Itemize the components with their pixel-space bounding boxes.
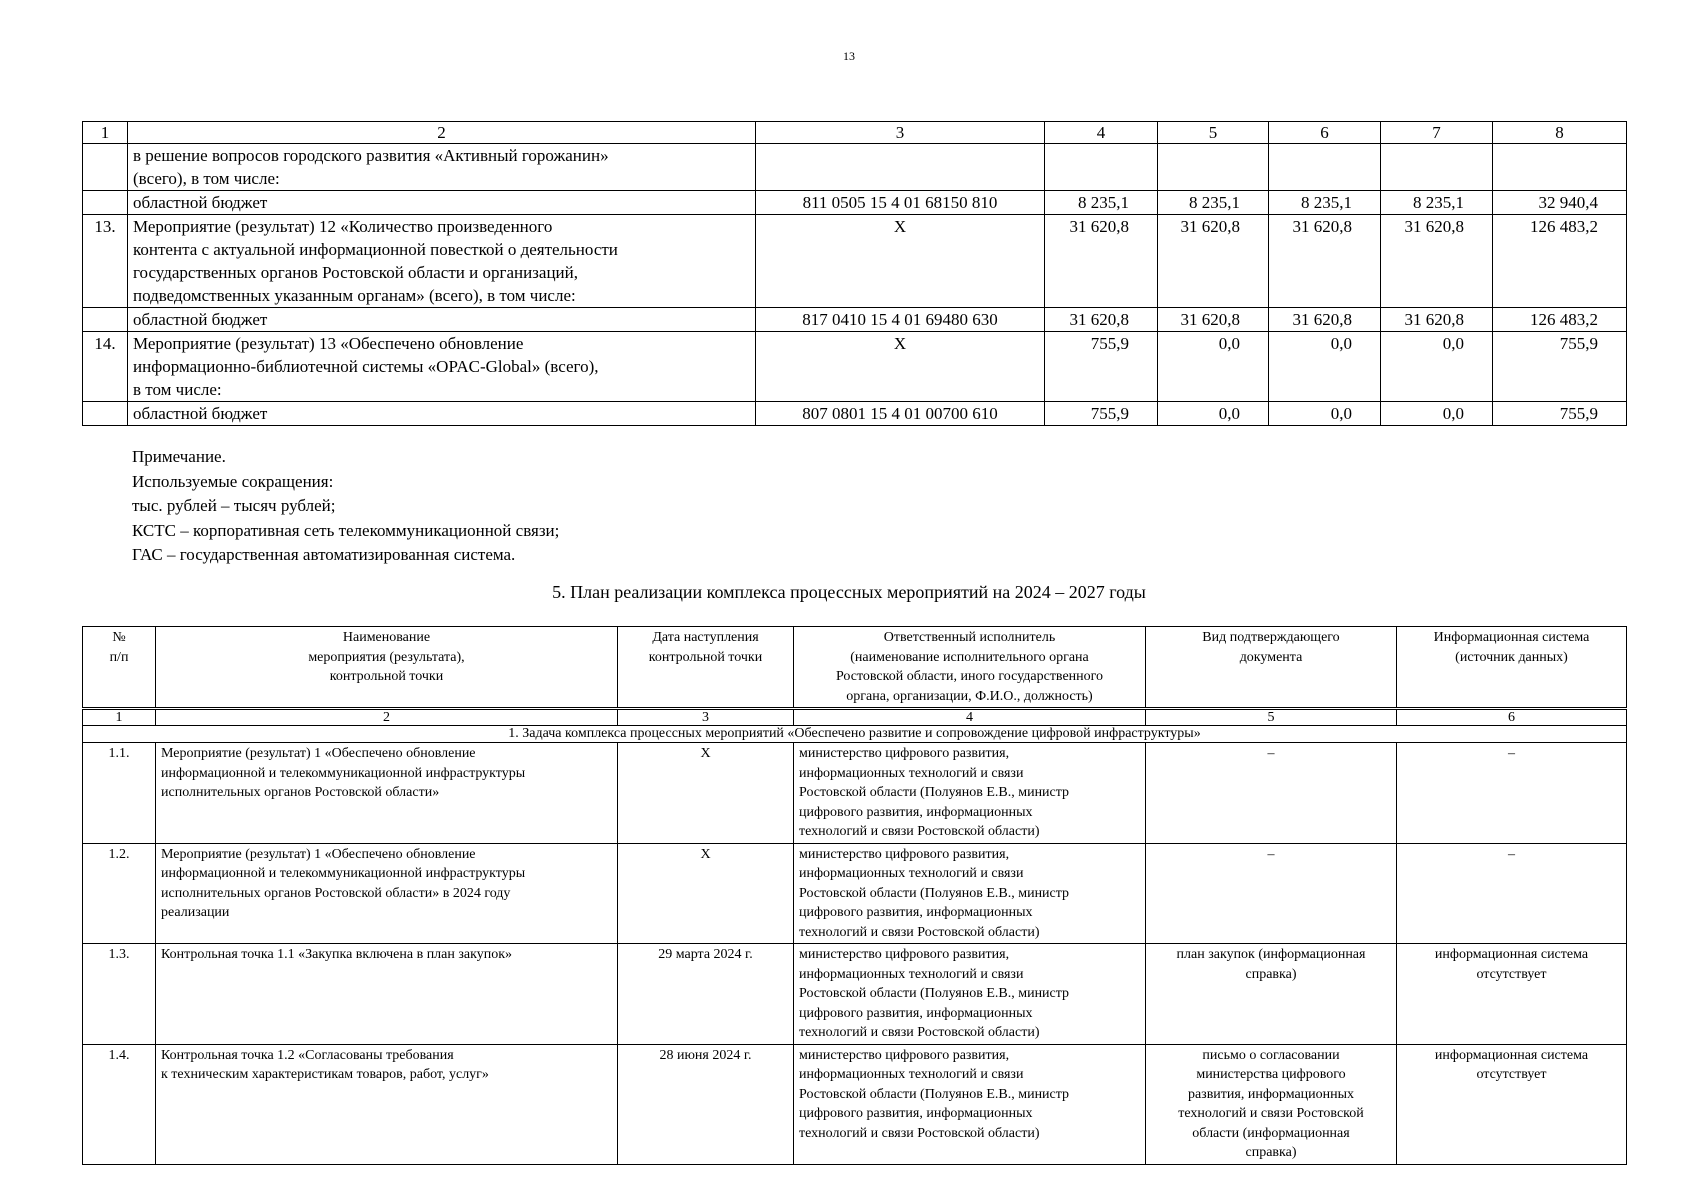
- value-cell: 126 483,2: [1493, 215, 1627, 308]
- budget-row: [83, 144, 1627, 191]
- value-cell: 0,0: [1381, 402, 1493, 426]
- value-cell: 0,0: [1158, 332, 1269, 402]
- information-system: информационная система отсутствует: [1397, 944, 1627, 1045]
- header-cell: 8: [1493, 122, 1627, 144]
- value-cell: 755,9: [1493, 402, 1627, 426]
- value-cell: 755,9: [1045, 402, 1158, 426]
- control-date: Х: [618, 743, 794, 844]
- column-number: 5: [1146, 709, 1397, 726]
- confirming-document: письмо о согласовании министерства цифрового развития, информационных технологий и связи Ростовской области (информационная справка): [1146, 1044, 1397, 1164]
- row-number: 1.1.: [83, 743, 156, 844]
- row-name: Мероприятие (результат) 1 «Обеспечено обновление информационной и телекоммуникационной инфраструктуры исполнительных органов Ростовской области» в 2024 году реализации: [156, 843, 618, 944]
- note-line: ГАС – государственная автоматизированная система.: [132, 545, 516, 564]
- task-row: [83, 726, 1627, 743]
- responsible-executor: министерство цифрового развития, информационных технологий и связи Ростовской области (Полуянов Е.В., министр цифрового развития, информационных технологий и связи Ростовской области): [794, 1044, 1146, 1164]
- value-cell: 0,0: [1269, 402, 1381, 426]
- budget-code: 811 0505 15 4 01 68150 810: [756, 191, 1045, 215]
- header-document: Вид подтверждающего документа: [1146, 627, 1397, 709]
- plan-table: [82, 626, 1627, 1165]
- confirming-document: –: [1146, 843, 1397, 944]
- header-cell: 7: [1381, 122, 1493, 144]
- value-cell: 8 235,1: [1158, 191, 1269, 215]
- responsible-executor: министерство цифрового развития, информационных технологий и связи Ростовской области (Полуянов Е.В., министр цифрового развития, информационных технологий и связи Ростовской области): [794, 843, 1146, 944]
- note-line: Используемые сокращения:: [132, 471, 334, 491]
- budget-row: [83, 308, 1627, 332]
- row-name: Контрольная точка 1.2 «Согласованы требования к техническим характеристикам товаров, работ, услуг»: [156, 1044, 618, 1164]
- header-cell: 5: [1158, 122, 1269, 144]
- value-cell: 0,0: [1269, 332, 1381, 402]
- budget-row: [83, 332, 1627, 402]
- header-cell: 3: [756, 122, 1045, 144]
- row-number: [83, 402, 128, 426]
- value-cell: 31 620,8: [1158, 215, 1269, 308]
- budget-code: 817 0410 15 4 01 69480 630: [756, 308, 1045, 332]
- budget-code: Х: [756, 332, 1045, 402]
- control-date: Х: [618, 843, 794, 944]
- row-name: в решение вопросов городского развития «Активный горожанин» (всего), в том числе:: [128, 144, 756, 191]
- header-cell: 6: [1269, 122, 1381, 144]
- budget-row: [83, 402, 1627, 426]
- row-number: 14.: [83, 332, 128, 402]
- budget-row: [83, 215, 1627, 308]
- value-cell: 8 235,1: [1381, 191, 1493, 215]
- header-name: Наименование мероприятия (результата), контрольной точки: [156, 627, 618, 709]
- budget-code: 807 0801 15 4 01 00700 610: [756, 402, 1045, 426]
- header-num: № п/п: [83, 627, 156, 709]
- row-number: [83, 144, 128, 191]
- note-line: тыс. рублей – тысяч рублей;: [132, 496, 336, 515]
- value-cell: 31 620,8: [1158, 308, 1269, 332]
- note-line: Примечание.: [132, 447, 226, 466]
- value-cell: 755,9: [1493, 332, 1627, 402]
- row-number: 1.4.: [83, 1044, 156, 1164]
- value-cell: 0,0: [1158, 402, 1269, 426]
- value-cell: 31 620,8: [1381, 308, 1493, 332]
- column-number: 4: [794, 709, 1146, 726]
- notes-block: [132, 445, 559, 568]
- information-system: информационная система отсутствует: [1397, 1044, 1627, 1164]
- responsible-executor: министерство цифрового развития, информационных технологий и связи Ростовской области (Полуянов Е.В., министр цифрового развития, информационных технологий и связи Ростовской области): [794, 743, 1146, 844]
- header-cell: 2: [128, 122, 756, 144]
- value-cell: 31 620,8: [1045, 215, 1158, 308]
- column-number: 3: [618, 709, 794, 726]
- plan-row: [83, 843, 1627, 944]
- plan-table-body: [83, 743, 1627, 1165]
- control-date: 28 июня 2024 г.: [618, 1044, 794, 1164]
- task-title: 1. Задача комплекса процессных мероприятий «Обеспечено развитие и сопровождение цифровой инфраструктуры»: [83, 726, 1627, 743]
- value-cell: 8 235,1: [1269, 191, 1381, 215]
- header-executor: Ответственный исполнитель (наименование исполнительного органа Ростовской области, иного государственного органа, организации, Ф.И.О., должность): [794, 627, 1146, 709]
- budget-table-body: [83, 144, 1627, 426]
- value-cell: 755,9: [1045, 332, 1158, 402]
- budget-row: [83, 191, 1627, 215]
- value-cell: 31 620,8: [1381, 215, 1493, 308]
- row-name: Мероприятие (результат) 1 «Обеспечено обновление информационной и телекоммуникационной инфраструктуры исполнительных органов Ростовской области»: [156, 743, 618, 844]
- header-cell: 1: [83, 122, 128, 144]
- value-cell: 0,0: [1381, 332, 1493, 402]
- column-number: 1: [83, 709, 156, 726]
- value-cell: 32 940,4: [1493, 191, 1627, 215]
- value-cell: 8 235,1: [1045, 191, 1158, 215]
- budget-table-header: [83, 122, 1627, 144]
- row-number: 13.: [83, 215, 128, 308]
- plan-table-column-numbers: [83, 709, 1627, 726]
- row-number: [83, 308, 128, 332]
- value-cell: [1493, 144, 1627, 191]
- row-number: 1.3.: [83, 944, 156, 1045]
- value-cell: 31 620,8: [1269, 308, 1381, 332]
- value-cell: 31 620,8: [1269, 215, 1381, 308]
- row-name: областной бюджет: [128, 191, 756, 215]
- row-name: областной бюджет: [128, 402, 756, 426]
- budget-table: [82, 121, 1627, 426]
- value-cell: 126 483,2: [1493, 308, 1627, 332]
- plan-row: [83, 743, 1627, 844]
- header-system: Информационная система (источник данных): [1397, 627, 1627, 709]
- column-number: 2: [156, 709, 618, 726]
- section-title: 5. План реализации комплекса процессных мероприятий на 2024 – 2027 годы: [552, 582, 1146, 602]
- value-cell: 31 620,8: [1045, 308, 1158, 332]
- plan-row: [83, 944, 1627, 1045]
- header-cell: 4: [1045, 122, 1158, 144]
- value-cell: [1158, 144, 1269, 191]
- responsible-executor: министерство цифрового развития, информационных технологий и связи Ростовской области (Полуянов Е.В., министр цифрового развития, информационных технологий и связи Ростовской области): [794, 944, 1146, 1045]
- column-number: 6: [1397, 709, 1627, 726]
- plan-table-header: [83, 627, 1627, 709]
- budget-code: Х: [756, 215, 1045, 308]
- row-number: 1.2.: [83, 843, 156, 944]
- information-system: –: [1397, 743, 1627, 844]
- row-name: Мероприятие (результат) 13 «Обеспечено обновление информационно-библиотечной системы «OPAC-Global» (всего), в том числе:: [128, 332, 756, 402]
- value-cell: [1381, 144, 1493, 191]
- value-cell: [1269, 144, 1381, 191]
- confirming-document: план закупок (информационная справка): [1146, 944, 1397, 1045]
- row-name: Мероприятие (результат) 12 «Количество произведенного контента с актуальной информационной повесткой о деятельности государственных органов Ростовской области и организаций, подведомственных указанным органам» (всего), в том числе:: [128, 215, 756, 308]
- budget-code: [756, 144, 1045, 191]
- page-number: 13: [843, 49, 855, 63]
- information-system: –: [1397, 843, 1627, 944]
- value-cell: [1045, 144, 1158, 191]
- row-number: [83, 191, 128, 215]
- row-name: Контрольная точка 1.1 «Закупка включена в план закупок»: [156, 944, 618, 1045]
- confirming-document: –: [1146, 743, 1397, 844]
- row-name: областной бюджет: [128, 308, 756, 332]
- note-line: КСТС – корпоративная сеть телекоммуникационной связи;: [132, 520, 560, 540]
- header-date: Дата наступления контрольной точки: [618, 627, 794, 709]
- plan-row: [83, 1044, 1627, 1164]
- control-date: 29 марта 2024 г.: [618, 944, 794, 1045]
